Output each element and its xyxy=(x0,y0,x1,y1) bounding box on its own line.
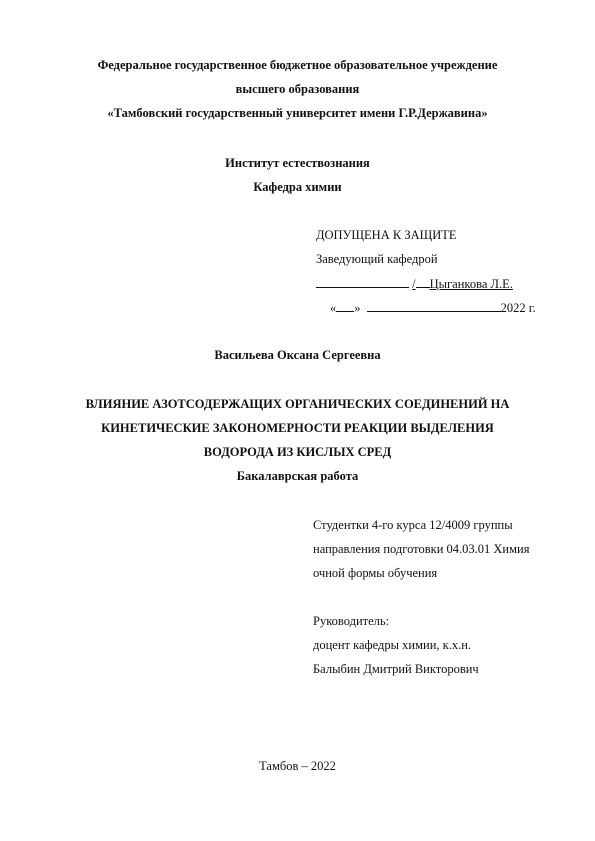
signature-gap xyxy=(416,275,430,288)
institute-name: Институт естествознания xyxy=(225,156,370,170)
quote-open: « xyxy=(330,301,337,315)
month-blank xyxy=(367,299,501,312)
university-name: «Тамбовский государственный университет имени Г.Р.Державина» xyxy=(107,106,488,120)
city-year: Тамбов – 2022 xyxy=(259,759,336,773)
supervisor-name: Балыбин Дмитрий Викторович xyxy=(313,662,479,676)
quote-close: » xyxy=(354,301,361,315)
thesis-title-line2: КИНЕТИЧЕСКИЕ ЗАКОНОМЕРНОСТИ РЕАКЦИИ ВЫДЕЛЕНИЯ xyxy=(101,421,494,435)
supervisor-label: Руководитель: xyxy=(313,614,390,628)
department-name: Кафедра химии xyxy=(253,180,342,194)
student-info-line2: направления подготовки 04.03.01 Химия xyxy=(313,542,530,556)
approval-date-line xyxy=(330,299,536,316)
thesis-title-line1: ВЛИЯНИЕ АЗОТСОДЕРЖАЩИХ ОРГАНИЧЕСКИХ СОЕДИНЕНИЙ НА xyxy=(85,397,510,411)
student-info-line3: очной формы обучения xyxy=(313,566,438,580)
approval-title: ДОПУЩЕНА К ЗАЩИТЕ xyxy=(316,228,457,242)
student-info-line1: Студентки 4-го курса 12/4009 группы xyxy=(313,518,513,532)
signature-separator: / xyxy=(412,277,416,291)
approval-role: Заведующий кафедрой xyxy=(316,252,438,266)
thesis-type: Бакалаврская работа xyxy=(236,469,359,483)
head-name: Цыганкова Л.Е. xyxy=(429,277,513,291)
author-name: Васильева Оксана Сергеевна xyxy=(214,348,381,362)
institution-line2: высшего образования xyxy=(235,82,360,96)
supervisor-position: доцент кафедры химии, к.х.н. xyxy=(313,638,472,652)
thesis-title-line3: ВОДОРОДА ИЗ КИСЛЫХ СРЕД xyxy=(203,445,392,459)
approval-signature-line xyxy=(316,275,513,292)
institution-line1: Федеральное государственное бюджетное образовательное учреждение xyxy=(97,58,498,72)
approval-year: 2022 г. xyxy=(500,301,536,315)
day-blank xyxy=(336,299,354,312)
signature-blank xyxy=(316,275,409,288)
